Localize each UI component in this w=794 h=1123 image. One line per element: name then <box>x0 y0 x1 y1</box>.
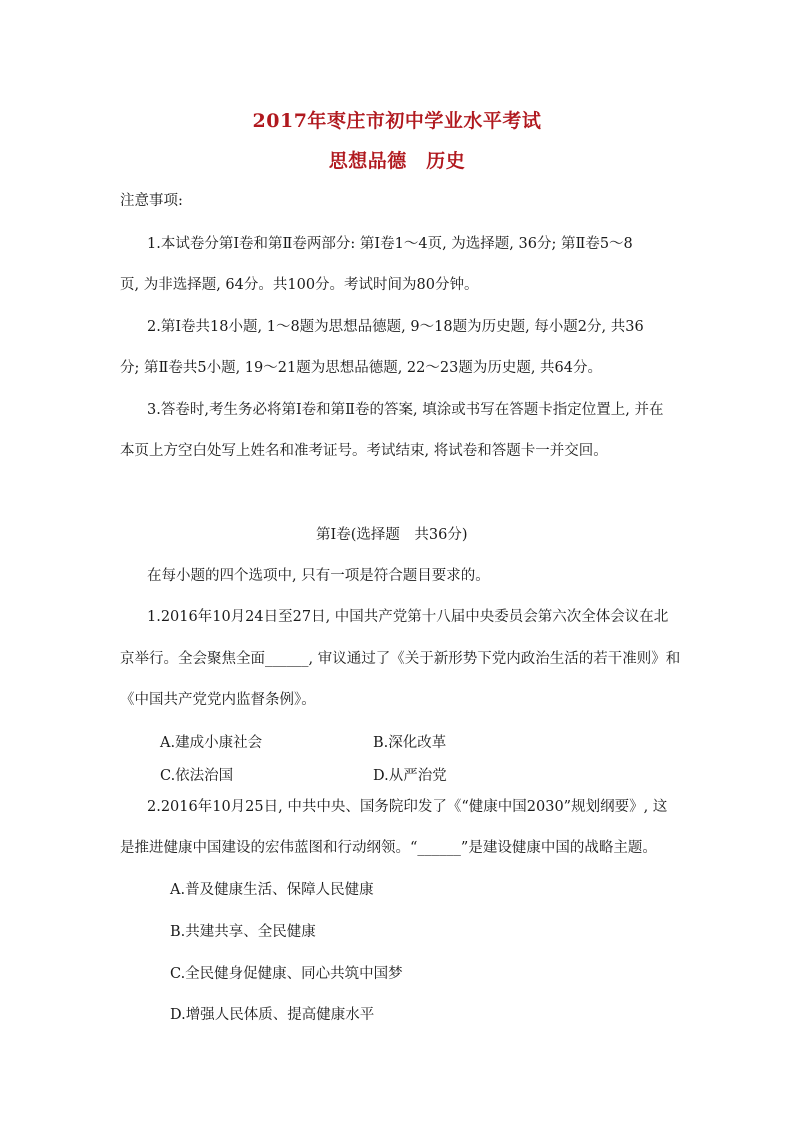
question-1-option-d: D.从严治党 <box>373 768 447 784</box>
section-instruction: 在每小题的四个选项中, 只有一项是符合题目要求的。 <box>147 568 490 584</box>
page-title: 2017年枣庄市初中学业水平考试 <box>252 110 542 132</box>
question-1-option-b: B.深化改革 <box>373 735 447 751</box>
notice-item-3-line-2: 本页上方空白处写上姓名和准考证号。考试结束, 将试卷和答题卡一并交回。 <box>120 443 608 459</box>
question-2-line-2: 是推进健康中国建设的宏伟蓝图和行动纲领。“______”是建设健康中国的战略主题。 <box>120 840 657 856</box>
question-1-line-3: 《中国共产党党内监督条例》。 <box>120 692 316 708</box>
notice-item-2-line-2: 分; 第Ⅱ卷共5小题, 19～21题为思想品德题, 22～23题为历史题, 共64分。 <box>120 360 602 376</box>
notice-item-1-line-2: 页, 为非选择题, 64分。共100分。考试时间为80分钟。 <box>120 277 479 293</box>
question-2-line-1: 2.2016年10月25日, 中共中央、国务院印发了《“健康中国2030”规划纲要》, 这 <box>147 799 668 815</box>
notice-item-1-line-1: 1.本试卷分第Ⅰ卷和第Ⅱ卷两部分: 第Ⅰ卷1～4页, 为选择题, 36分; 第Ⅱ卷5～8 <box>147 236 633 252</box>
question-1-line-1: 1.2016年10月24日至27日, 中国共产党第十八届中央委员会第六次全体会议在北 <box>147 609 669 625</box>
question-2-option-d: D.增强人民体质、提高健康水平 <box>170 1007 375 1023</box>
notice-label: 注意事项: <box>120 193 183 209</box>
notice-item-3-line-1: 3.答卷时,考生务必将第Ⅰ卷和第Ⅱ卷的答案, 填涂或书写在答题卡指定位置上, 并在 <box>147 402 664 418</box>
question-2-option-b: B.共建共享、全民健康 <box>170 924 316 940</box>
notice-item-2-line-1: 2.第Ⅰ卷共18小题, 1～8题为思想品德题, 9～18题为历史题, 每小题2分, 共36 <box>147 319 644 335</box>
section-heading: 第Ⅰ卷(选择题 共36分) <box>316 527 468 543</box>
question-2-option-a: A.普及健康生活、保障人民健康 <box>170 882 374 898</box>
question-1-line-2: 京举行。全会聚焦全面______, 审议通过了《关于新形势下党内政治生活的若干准则》和 <box>120 651 681 667</box>
question-2-option-c: C.全民健身促健康、同心共筑中国梦 <box>170 966 403 982</box>
question-1-option-a: A.建成小康社会 <box>160 735 263 751</box>
question-1-option-c: C.依法治国 <box>160 768 234 784</box>
page-subtitle: 思想品德 历史 <box>328 150 466 172</box>
